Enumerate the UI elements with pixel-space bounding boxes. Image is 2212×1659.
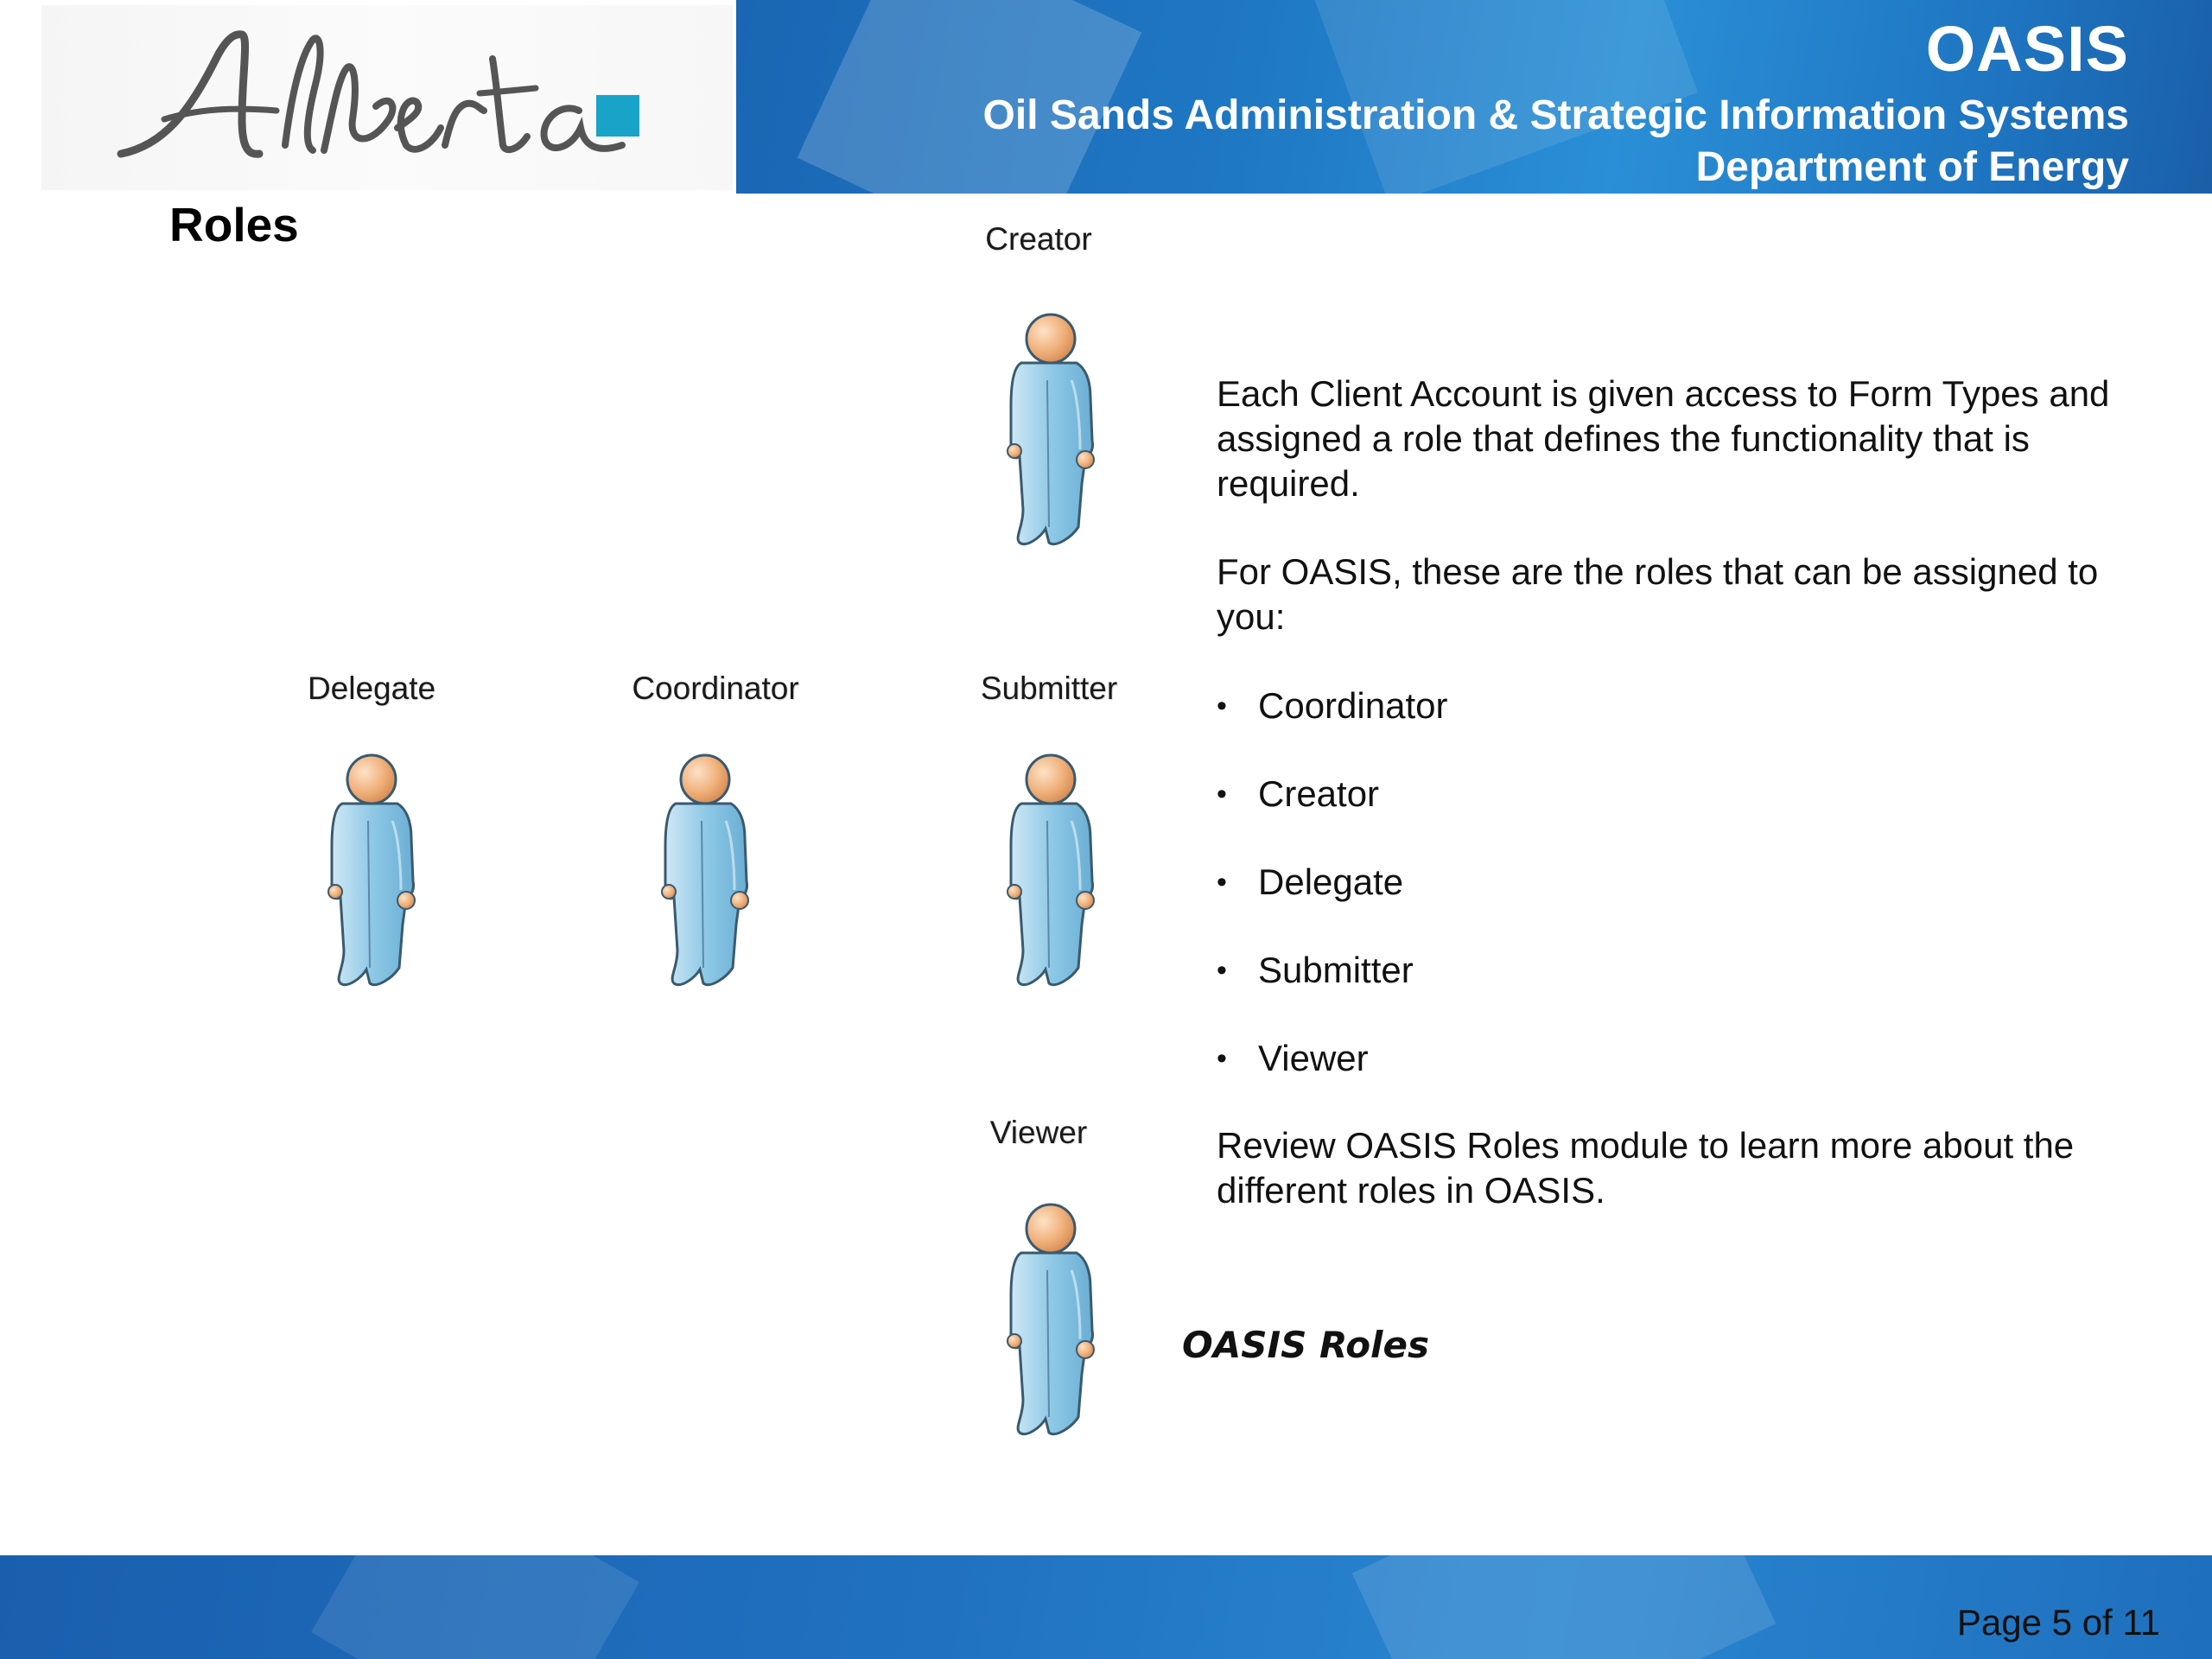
banner-department: Department of Energy: [1695, 144, 2129, 190]
banner-text: [983, 9, 2129, 194]
person-icon: [650, 752, 762, 994]
role-label-submitter: Submitter: [980, 671, 1118, 706]
footer: [0, 1555, 2212, 1659]
footer-decoration: [311, 1555, 639, 1659]
bullet-icon: •: [1217, 1042, 1227, 1075]
list-item-label: Viewer: [1258, 1038, 1369, 1078]
list-item: [1217, 676, 1447, 764]
person-icon: [995, 311, 1108, 553]
list-item-label: Delegate: [1258, 861, 1404, 902]
list-item: [1217, 1028, 1447, 1116]
person-icon: [316, 752, 429, 994]
person-icon: [995, 752, 1108, 994]
bullet-icon: •: [1217, 778, 1227, 810]
bullet-icon: •: [1217, 954, 1227, 987]
roles-list: [1217, 676, 1447, 1116]
bullet-icon: •: [1217, 866, 1227, 899]
role-label-creator: Creator: [985, 221, 1092, 257]
list-item: [1217, 940, 1447, 1028]
list-item: [1217, 852, 1447, 940]
role-label-coordinator: Coordinator: [632, 671, 799, 706]
list-item-label: Creator: [1258, 773, 1380, 814]
role-label-viewer: Viewer: [989, 1115, 1088, 1150]
alberta-logo: [112, 24, 648, 171]
list-item: [1217, 764, 1447, 852]
intro-text: Each Client Account is given access to Form Types and assigned a role that defines the functionality that is required.: [1217, 373, 2110, 504]
list-intro-text: For OASIS, these are the roles that can be assigned to you:: [1217, 551, 2099, 637]
list-item-label: Coordinator: [1258, 685, 1448, 726]
page-title: Roles: [169, 198, 299, 251]
page-indicator: Page 5 of 11: [1956, 1602, 2160, 1643]
person-icon: [995, 1201, 1108, 1443]
banner: [736, 0, 2212, 194]
banner-title: OASIS: [1925, 13, 2129, 85]
header: [0, 0, 2212, 194]
figure-caption: OASIS Roles: [1182, 1324, 1429, 1366]
role-label-delegate: Delegate: [307, 671, 436, 706]
footer-decoration: [1352, 1555, 1777, 1659]
logo-area: [0, 0, 734, 194]
banner-subtitle: Oil Sands Administration & Strategic Information Systems: [982, 92, 2129, 138]
bullet-icon: •: [1217, 690, 1227, 722]
review-text: Review OASIS Roles module to learn more about the different roles in OASIS.: [1217, 1125, 2075, 1211]
list-item-label: Submitter: [1258, 950, 1414, 990]
